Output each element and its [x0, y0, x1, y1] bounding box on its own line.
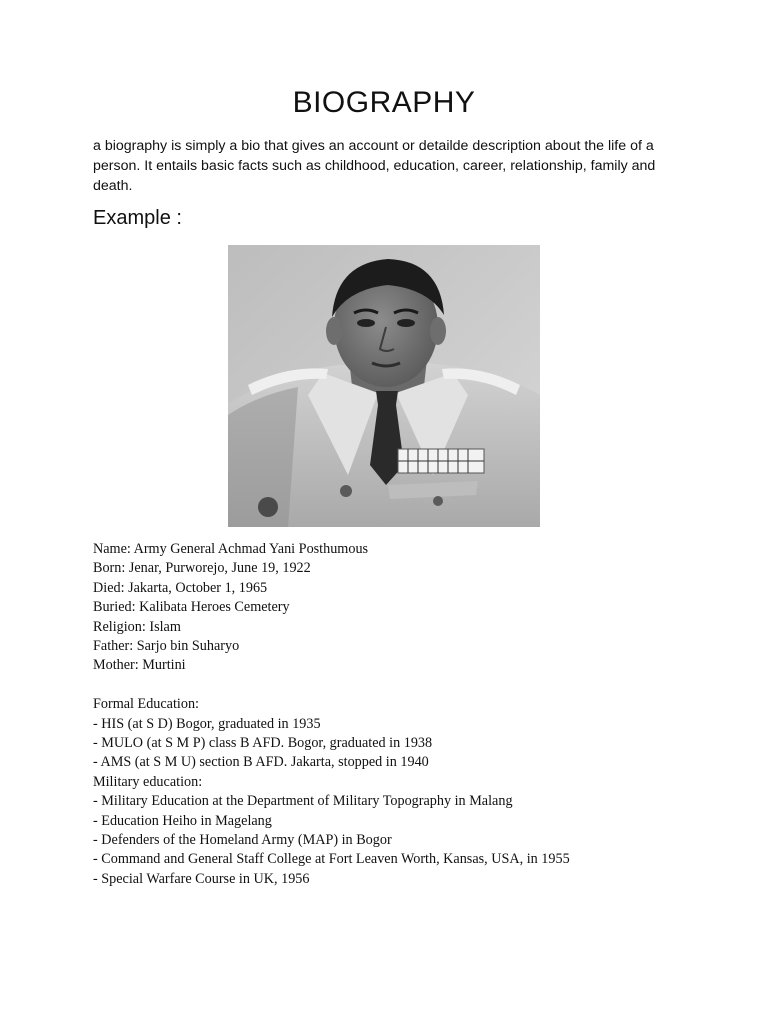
- portrait-photo: [228, 245, 540, 527]
- formal-education-item: - MULO (at S M P) class B AFD. Bogor, graduated in 1938: [93, 735, 433, 752]
- military-education-item: - Education Heiho in Magelang: [93, 812, 272, 829]
- detail-buried: Buried: Kalibata Heroes Cemetery: [93, 599, 290, 616]
- military-education-item: - Military Education at the Department of Military Topography in Malang: [93, 793, 513, 810]
- detail-born: Born: Jenar, Purworejo, June 19, 1922: [93, 560, 311, 577]
- military-education-heading: Military education:: [93, 773, 203, 790]
- formal-education-item: - HIS (at S D) Bogor, graduated in 1935: [93, 715, 321, 732]
- detail-died: Died: Jakarta, October 1, 1965: [93, 579, 268, 596]
- biography-details: [93, 540, 733, 889]
- formal-education-item: - AMS (at S M U) section B AFD. Jakarta, stopped in 1940: [93, 754, 429, 771]
- detail-father: Father: Sarjo bin Suharyo: [93, 638, 240, 655]
- detail-name: Name: Army General Achmad Yani Posthumous: [93, 541, 369, 557]
- military-education-item: - Special Warfare Course in UK, 1956: [93, 870, 310, 887]
- military-education-item: - Command and General Staff College at Fort Leaven Worth, Kansas, USA, in 1955: [93, 851, 570, 868]
- formal-education-heading: Formal Education:: [93, 696, 199, 713]
- military-education-item: - Defenders of the Homeland Army (MAP) in Bogor: [93, 832, 392, 849]
- page-title: BIOGRAPHY: [292, 86, 476, 119]
- intro-paragraph: a biography is simply a bio that gives an account or detailde description about the life of a person. It entails basic facts such as childhood, education, career, relationship, family and death.: [93, 138, 656, 194]
- example-heading: Example :: [93, 207, 182, 229]
- detail-mother: Mother: Murtini: [93, 657, 186, 674]
- spacer: [93, 676, 733, 695]
- detail-religion: Religion: Islam: [93, 618, 181, 635]
